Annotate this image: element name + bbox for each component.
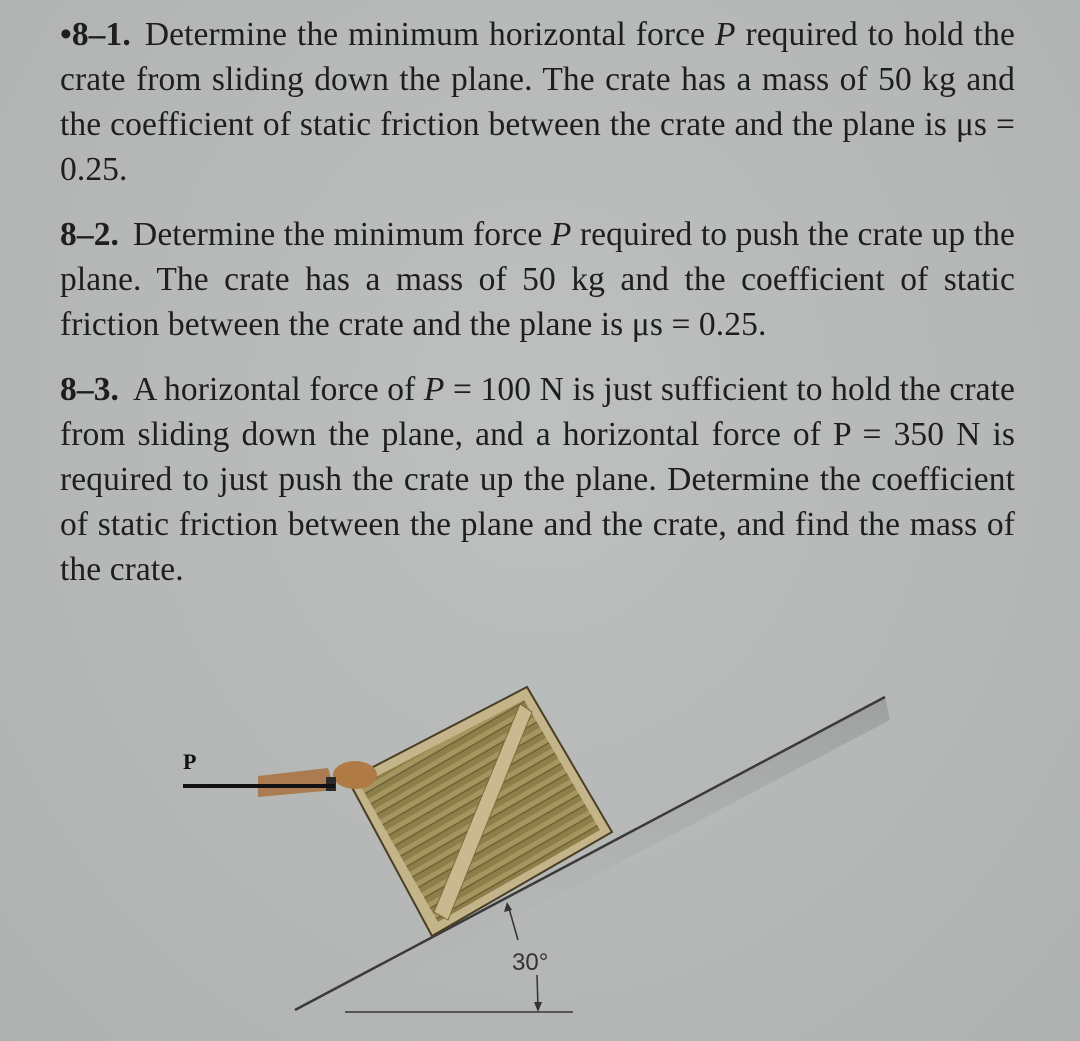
crate <box>348 687 612 936</box>
incline-plane <box>295 697 890 1010</box>
variable-p: P <box>550 216 572 253</box>
problem-text: A horizontal force of <box>133 371 424 408</box>
variable-p: P <box>714 16 736 53</box>
problem-text: Determine the minimum horizontal force <box>144 16 715 53</box>
problem-text: required to push the crate up the plane. The crate has a mass of 50 kg and the coefficient of static friction between the crate and the plane is μs = 0.25. <box>60 216 1015 343</box>
crate-on-incline-figure <box>0 660 1080 1041</box>
problem-number: •8–1. <box>60 16 131 53</box>
force-label-p: P <box>183 749 197 774</box>
problem-8-3 <box>60 367 1015 592</box>
variable-p: P <box>423 371 445 408</box>
problem-text: Determine the minimum force <box>133 216 551 253</box>
angle-label: 30° <box>512 949 549 976</box>
problem-text: required to hold the crate from sliding down the plane. The crate has a mass of 50 kg and the coefficient of static friction between the crate and the plane is μs = 0.25. <box>60 16 1015 188</box>
problem-number: 8–3. <box>60 371 120 408</box>
problem-list <box>60 12 1015 612</box>
problem-text: = 100 N is just sufficient to hold the crate from sliding down the plane, and a horizontal force of P = 350 N is required to just push the crate up the plane. Determine the coefficient of static friction between the plane and the crate, and find the mass of the crate. <box>60 371 1015 588</box>
problem-number: 8–2. <box>60 216 120 253</box>
problem-8-2 <box>60 212 1015 347</box>
problem-8-1 <box>60 12 1015 192</box>
